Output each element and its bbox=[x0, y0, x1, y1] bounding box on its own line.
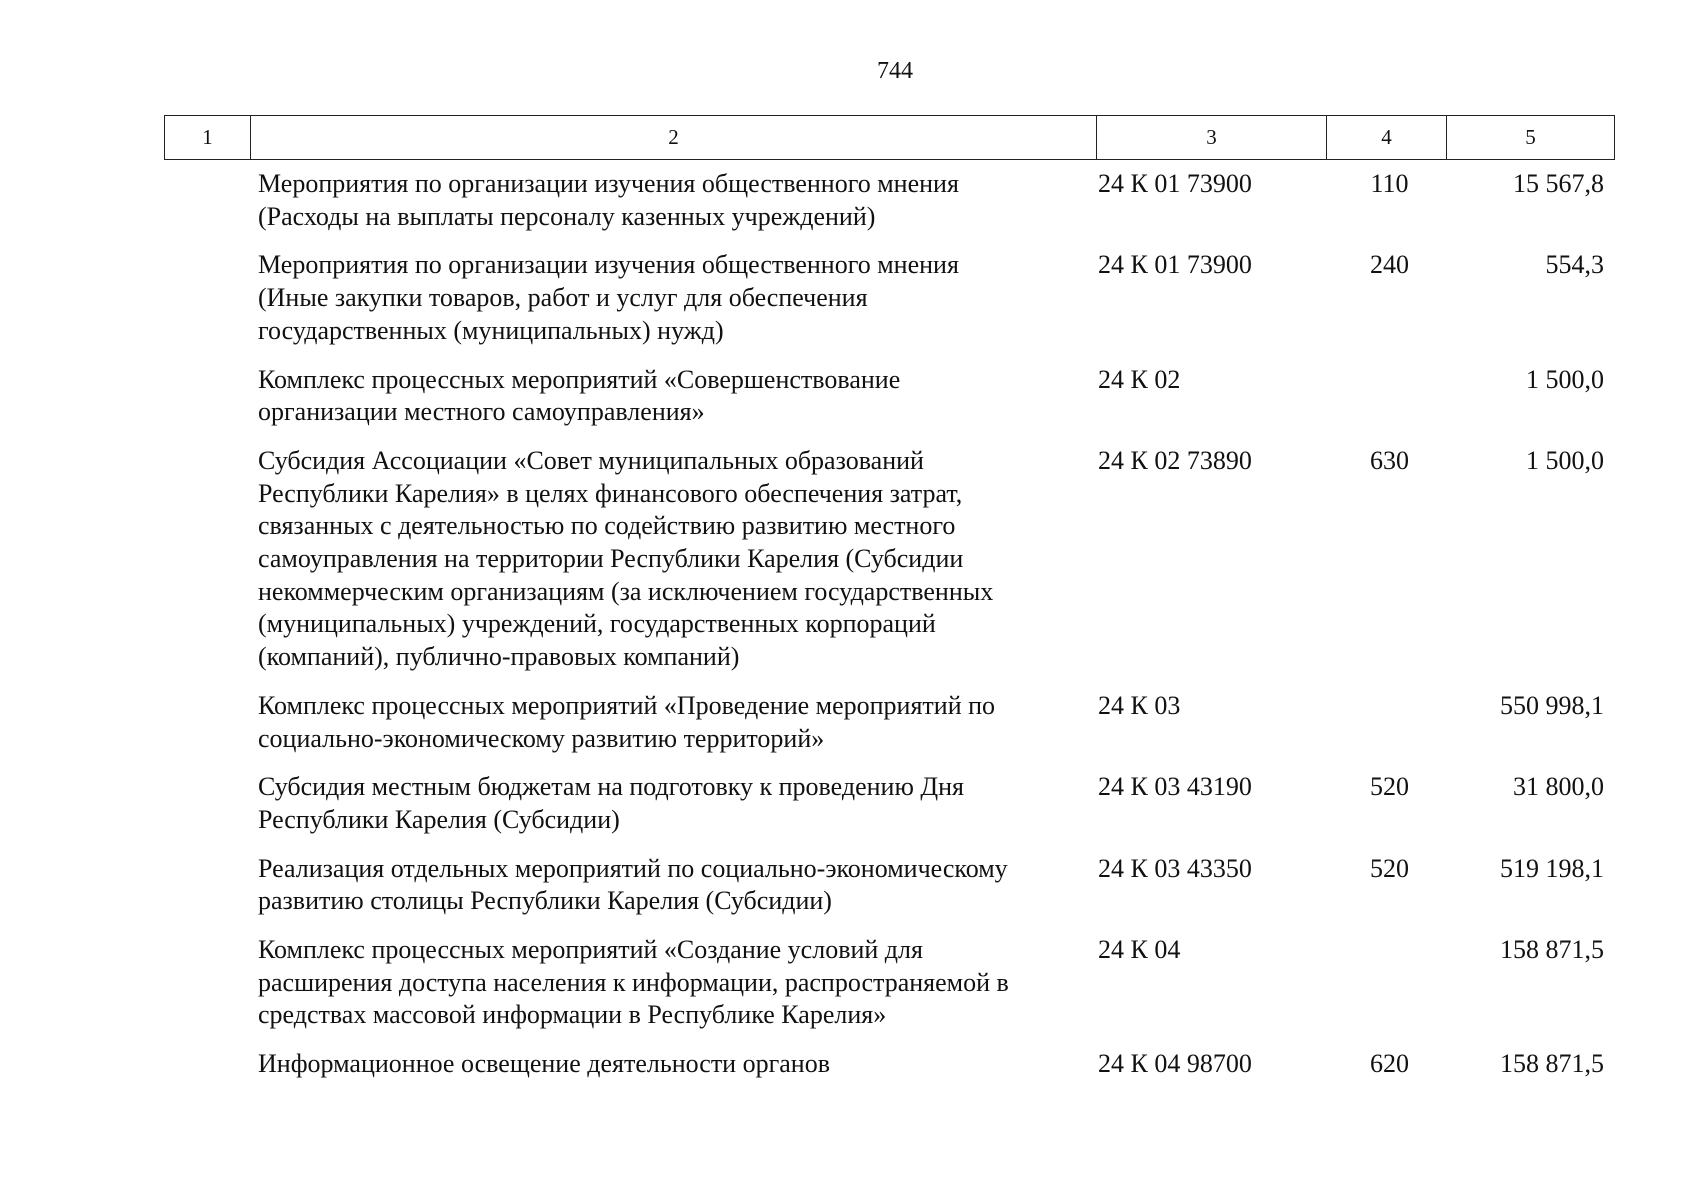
row-name: Реализация отдельных мероприятий по социально-экономическому развитию столицы Республики Карелия (Субсидии) bbox=[258, 853, 1008, 916]
row-code: 24 К 02 bbox=[1098, 364, 1181, 394]
row-sum: 554,3 bbox=[1545, 250, 1604, 280]
row-code: 24 К 03 43350 bbox=[1098, 853, 1252, 883]
column-header-row bbox=[165, 116, 1615, 160]
row-expense-type: 110 bbox=[1370, 169, 1409, 198]
table-row bbox=[258, 771, 1614, 836]
row-code: 24 К 01 73900 bbox=[1098, 250, 1252, 280]
row-sum: 31 800,0 bbox=[1513, 772, 1604, 802]
column-header-3: 3 bbox=[1097, 116, 1327, 160]
row-expense-type bbox=[1328, 690, 1451, 755]
row-sum: 1 500,0 bbox=[1526, 364, 1604, 394]
budget-rows bbox=[258, 168, 1614, 1097]
row-sum: 158 871,5 bbox=[1500, 1049, 1604, 1079]
row-sum: 1 500,0 bbox=[1526, 445, 1604, 475]
row-sum: 15 567,8 bbox=[1513, 169, 1604, 198]
row-expense-type: 620 bbox=[1370, 1049, 1409, 1079]
row-expense-type: 520 bbox=[1370, 853, 1409, 883]
column-header-5: 5 bbox=[1447, 116, 1615, 160]
row-sum: 519 198,1 bbox=[1500, 853, 1604, 883]
table-row bbox=[258, 364, 1614, 429]
row-code: 24 К 04 98700 bbox=[1098, 1049, 1252, 1079]
row-code: 24 К 02 73890 bbox=[1098, 445, 1252, 475]
row-expense-type: 240 bbox=[1370, 250, 1409, 280]
column-header-1: 1 bbox=[165, 116, 251, 160]
row-name: Мероприятия по организации изучения общественного мнения (Расходы на выплаты персоналу казенных учреждений) bbox=[258, 169, 959, 231]
column-header-table bbox=[164, 115, 1615, 160]
row-name: Комплекс процессных мероприятий «Создание условий для расширения доступа населения к информации, распространяемой в средствах массовой информации в Республике Карелия» bbox=[258, 935, 1009, 1030]
row-sum: 158 871,5 bbox=[1500, 935, 1604, 965]
column-header-2: 2 bbox=[251, 116, 1097, 160]
row-expense-type: 630 bbox=[1370, 445, 1409, 475]
row-name: Субсидия Ассоциации «Совет муниципальных образований Республики Карелия» в целях финансового обеспечения затрат, связанных с деятельностью по содействию развитию местного самоуправления на территории Республики Карелия (Субсидии некоммерческим организациям (за исключением государственных (муниципальных) учреждений, государственных корпораций (компаний), публично-правовых компаний) bbox=[258, 445, 994, 672]
row-expense-type bbox=[1328, 364, 1451, 429]
row-expense-type bbox=[1328, 934, 1451, 1032]
row-name: Субсидия местным бюджетам на подготовку к проведению Дня Республики Карелия (Субсидии) bbox=[258, 772, 964, 834]
row-code: 24 К 03 43190 bbox=[1098, 772, 1252, 802]
row-name: Мероприятия по организации изучения общественного мнения (Иные закупки товаров, работ и услуг для обеспечения государственных (муниципальных) нужд) bbox=[258, 250, 959, 345]
table-row bbox=[258, 853, 1614, 918]
row-code: 24 К 04 bbox=[1098, 935, 1181, 965]
page-number: 744 bbox=[877, 58, 913, 84]
table-row bbox=[258, 445, 1614, 674]
row-code: 24 К 03 bbox=[1098, 690, 1181, 720]
row-code: 24 К 01 73900 bbox=[1098, 169, 1252, 198]
row-sum: 550 998,1 bbox=[1500, 690, 1604, 720]
row-expense-type: 520 bbox=[1370, 772, 1409, 802]
row-name: Информационное освещение деятельности органов bbox=[258, 1049, 830, 1079]
table-row bbox=[258, 168, 1614, 233]
row-name: Комплекс процессных мероприятий «Проведение мероприятий по социально-экономическому развитию территорий» bbox=[258, 690, 996, 753]
table-row bbox=[258, 934, 1614, 1032]
table-row bbox=[258, 690, 1614, 755]
table-row bbox=[258, 1048, 1614, 1081]
row-name: Комплекс процессных мероприятий «Совершенствование организации местного самоуправления» bbox=[258, 364, 901, 427]
column-header-4: 4 bbox=[1327, 116, 1447, 160]
table-row bbox=[258, 249, 1614, 347]
